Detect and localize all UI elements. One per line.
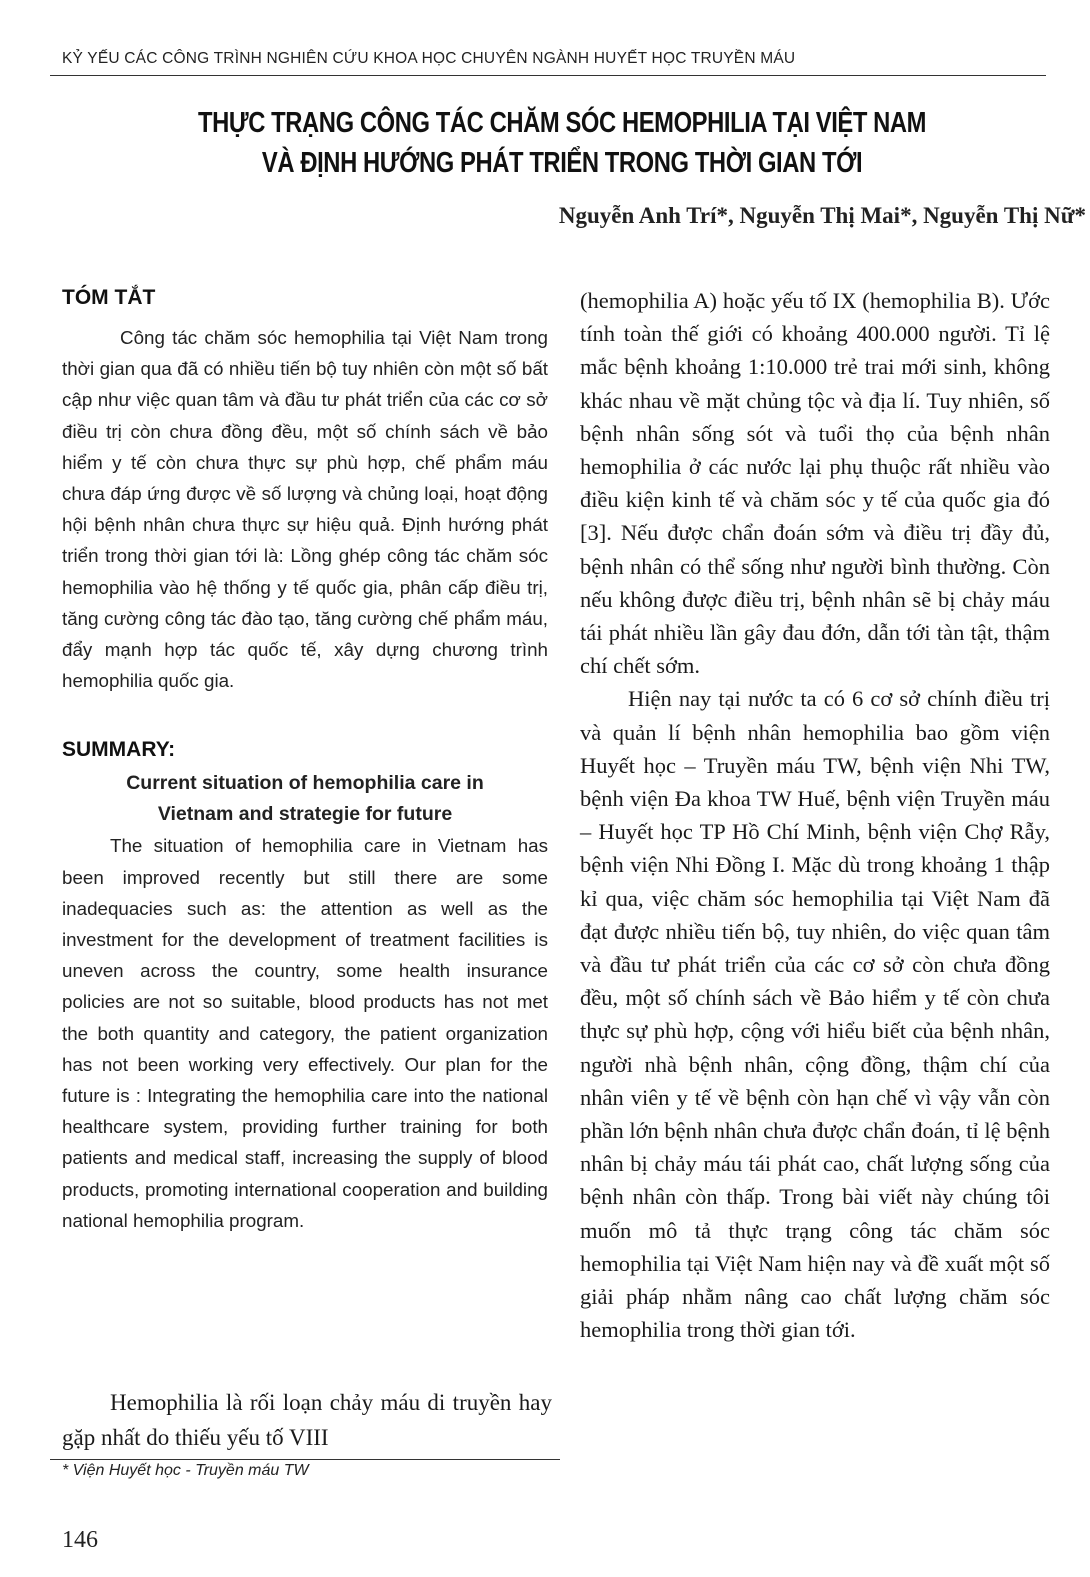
summary-text: The situation of hemophilia care in Vietnam has been improved recently but still there are some inadequacies such as: the attention as well as the investment for the development of treatment facilities is uneven across the country, some health insurance policies are not so suitable, blood products has not met the both quantity and category, the patient organization has not been working very effectively. Our plan for the future is : Integrating the hemophilia care into the national healthcare system, providing further training for both patients and medical staff, increasing the supply of blood products, promoting international cooperation and building national hemophilia program. — [62, 835, 548, 1231]
intro-paragraph-start: Hemophilia là rối loạn chảy máu di truyền hay gặp nhất do thiếu yếu tố VIII — [62, 1390, 552, 1450]
summary-title — [62, 768, 548, 830]
header-rule — [50, 75, 1046, 76]
footnote-rule — [50, 1459, 560, 1460]
footnote: * Viện Huyết học - Truyền máu TW — [62, 1462, 309, 1479]
body-paragraph-1: (hemophilia A) hoặc yếu tố IX (hemophilia B). Ước tính toàn thế giới có khoảng 400.000 người. Tỉ lệ mắc bệnh khoảng 1:10.000 trẻ trai mới sinh, không khác nhau về mặt chủng tộc và địa lí. Tuy nhiên, số bệnh nhân sống sót và tuổi thọ của bệnh nhân hemophilia ở các nước lại phụ thuộc rất nhiều vào điều kiện kinh tế và chăm sóc y tế của quốc gia đó [3]. Nếu được chẩn đoán sớm và điều trị đầy đủ, bệnh nhân có thể sống như người bình thường. Còn nếu không được điều trị, bệnh nhân sẽ bị chảy máu tái phát nhiều lần gây đau đớn, dẫn tới tàn tật, thậm chí chết sớm. — [580, 288, 1050, 679]
paper-title-line-1: THỰC TRẠNG CÔNG TÁC CHĂM SÓC HEMOPHILIA TẠI VIỆT NAM — [198, 107, 927, 139]
abstract-vi-text: Công tác chăm sóc hemophilia tại Việt Nam trong thời gian qua đã có nhiều tiến bộ tuy nhiên còn một số bất cập như việc quan tâm và đầu tư phát triển của các cơ sở điều trị còn chưa đồng đều, một số chính sách về bảo hiểm y tế còn chưa thực sự phù hợp, chế phẩm máu chưa đáp ứng được về số lượng và chủng loại, hoạt động hội bệnh nhân chưa thực sự hiệu quả. Định hướng phát triển trong thời gian tới là: Lồng ghép công tác chăm sóc hemophilia vào hệ thống y tế quốc gia, phân cấp điều trị, tăng cường công tác đào tạo, tăng cường chế phẩm máu, đẩy mạnh hợp tác quốc tế, xây dựng chương trình hemophilia quốc gia. — [62, 327, 548, 692]
summary-heading: SUMMARY: — [62, 738, 176, 762]
running-header: KỶ YẾU CÁC CÔNG TRÌNH NGHIÊN CỨU KHOA HỌC CHUYÊN NGÀNH HUYẾT HỌC TRUYỀN MÁU — [62, 50, 796, 67]
right-column — [580, 284, 1050, 1347]
left-column — [62, 284, 548, 1236]
summary-title-line-2: Vietnam and strategie for future — [157, 803, 453, 826]
paper-title-line-2: VÀ ĐỊNH HƯỚNG PHÁT TRIỂN TRONG THỜI GIAN TỚI — [261, 147, 863, 179]
page-number: 146 — [62, 1527, 98, 1553]
abstract-vi-heading: TÓM TẮT — [62, 286, 156, 309]
summary-title-line-1: Current situation of hemophilia care in — [126, 772, 484, 795]
authors: Nguyễn Anh Trí*, Nguyễn Thị Mai*, Nguyễn Thị Nữ* — [558, 203, 1086, 228]
body-paragraph-2: Hiện nay tại nước ta có 6 cơ sở chính điều trị và quản lí bệnh nhân hemophilia bao gồm viện Huyết học – Truyền máu TW, bệnh viện Nhi TW, bệnh viện Đa khoa TW Huế, bệnh viện Truyền máu – Huyết học TP Hồ Chí Minh, bệnh viện Chợ Rẫy, bệnh viện Nhi Đồng I. Mặc dù trong khoảng 1 thập kỉ qua, việc chăm sóc hemophilia tại Việt Nam đã đạt được nhiều tiến bộ, tuy nhiên, do việc quan tâm và đầu tư phát triển của các cơ sở còn chưa đồng đều, một số chính sách về Bảo hiểm y tế còn chưa thực sự phù hợp, cộng với hiểu biết của bệnh nhân, người nhà bệnh nhân, cộng đồng, thậm chí của nhân viên y tế về bệnh còn hạn chế vì vậy vẫn còn phần lớn bệnh nhân chưa được chẩn đoán, tỉ lệ bệnh nhân bị chảy máu tái phát cao, chất lượng sống của bệnh nhân còn thấp. Trong bài viết này chúng tôi muốn mô tả thực trạng công tác chăm sóc hemophilia tại Việt Nam hiện nay và đề xuất một số giải pháp nhằm nâng cao chất lượng chăm sóc hemophilia trong thời gian tới. — [580, 686, 1050, 1343]
